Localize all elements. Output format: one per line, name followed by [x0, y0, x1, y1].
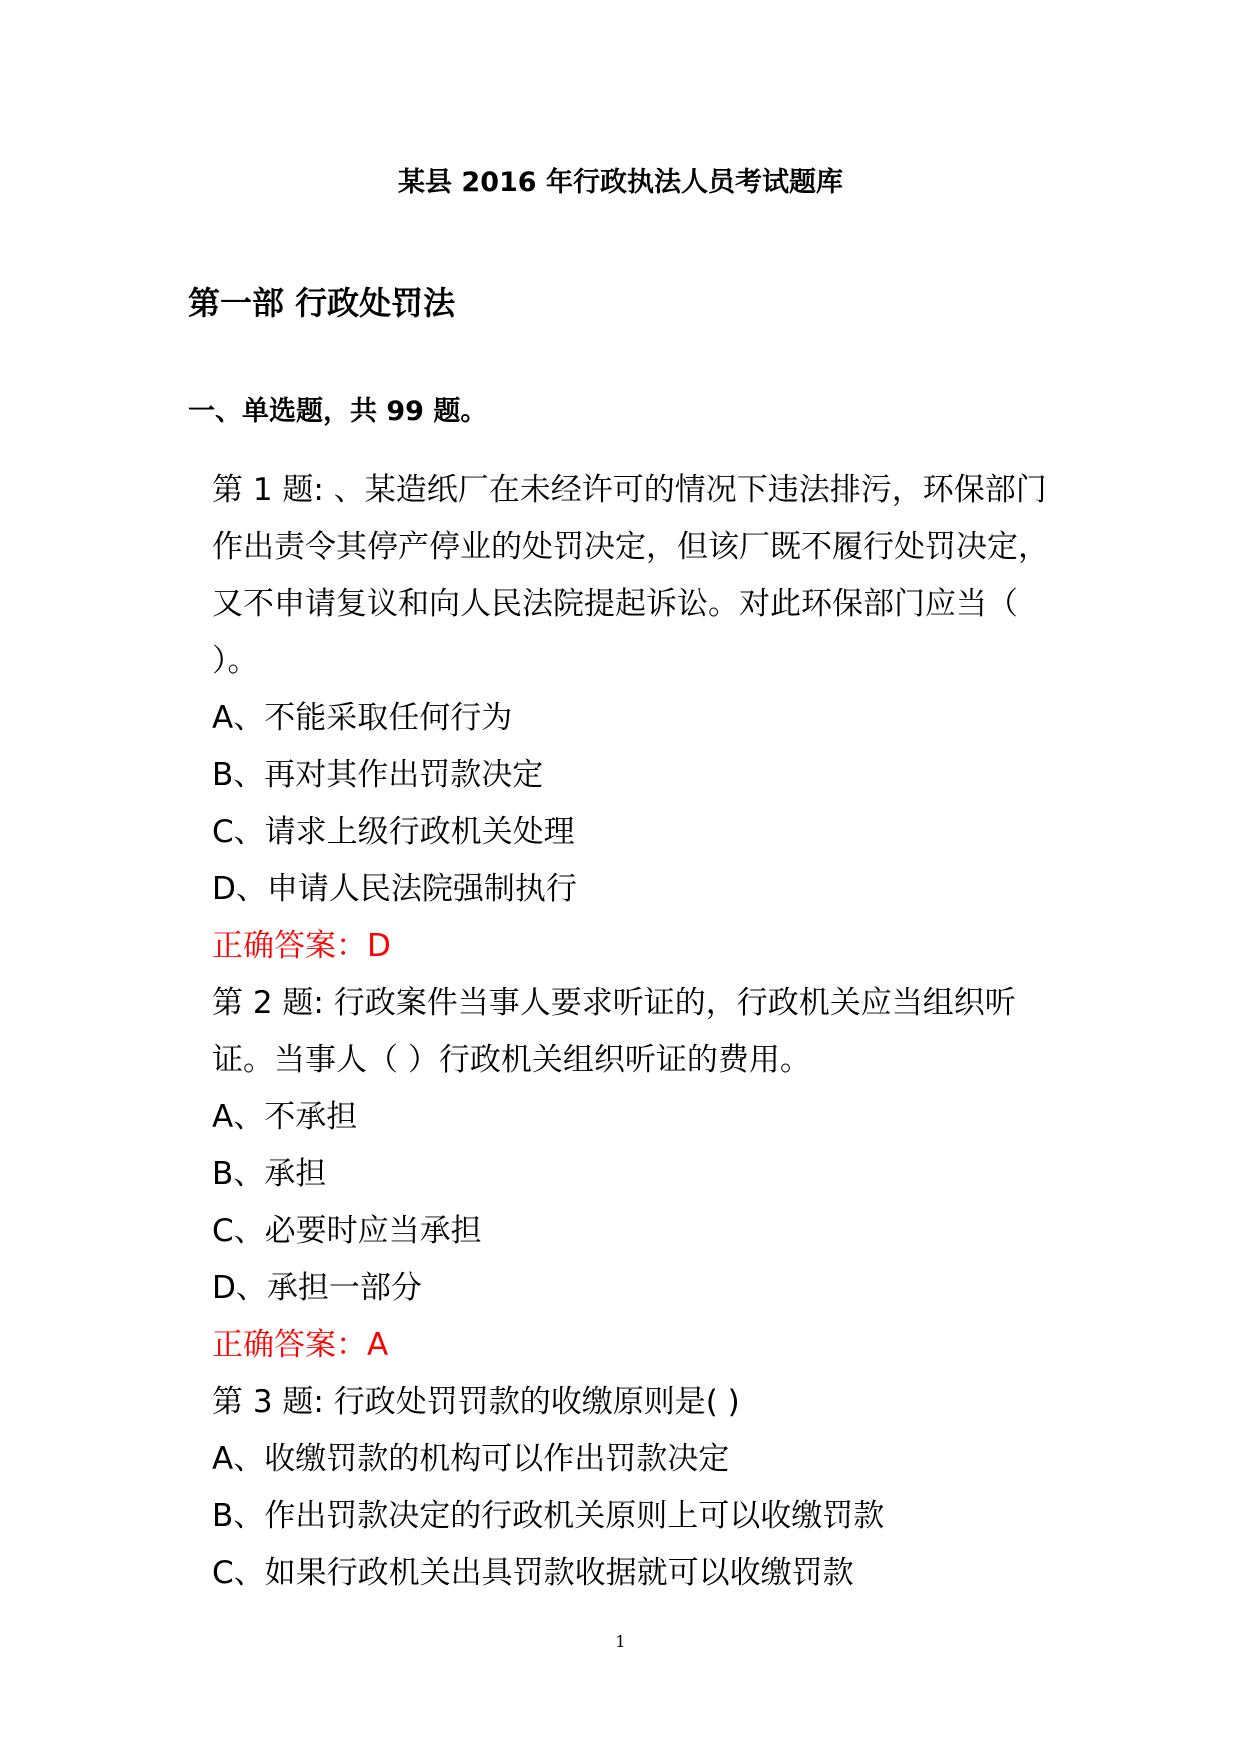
part-title: 第一部 行政处罚法: [188, 284, 456, 322]
question-option: A、不能采取任何行为: [212, 700, 513, 736]
question-option: D、承担一部分: [212, 1270, 422, 1306]
question-option: A、收缴罚款的机构可以作出罚款决定: [212, 1441, 730, 1477]
question-option: A、不承担: [212, 1099, 358, 1135]
document-title: 某县 2016 年行政执法人员考试题库: [398, 167, 843, 198]
correct-answer: 正确答案：D: [212, 928, 391, 964]
question-option: B、承担: [212, 1156, 327, 1192]
question-option: C、必要时应当承担: [212, 1213, 482, 1249]
question-option: D、申请人民法院强制执行: [212, 871, 577, 907]
question-stem: 第 2 题: 行政案件当事人要求听证的，行政机关应当组织听证。当事人（ ）行政机关组织听证的费用。: [212, 985, 1016, 1078]
question-option: B、作出罚款决定的行政机关原则上可以收缴罚款: [212, 1498, 885, 1534]
question-stem: 第 1 题: 、某造纸厂在未经许可的情况下违法排污，环保部门作出责令其停产停业的处罚决定，但该厂既不履行处罚决定，又不申请复议和向人民法院提起诉讼。对此环保部门应当（ ）。: [212, 472, 1049, 679]
question-list: [212, 462, 1062, 1602]
question-option: B、再对其作出罚款决定: [212, 757, 544, 793]
question-stem: 第 3 题: 行政处罚罚款的收缴原则是( ): [212, 1384, 740, 1420]
question-option: C、请求上级行政机关处理: [212, 814, 575, 850]
question-option: C、如果行政机关出具罚款收据就可以收缴罚款: [212, 1555, 854, 1591]
page-number: 1: [615, 1632, 626, 1651]
section-title: 一、单选题，共 99 题。: [188, 396, 488, 427]
correct-answer: 正确答案：A: [212, 1327, 389, 1363]
